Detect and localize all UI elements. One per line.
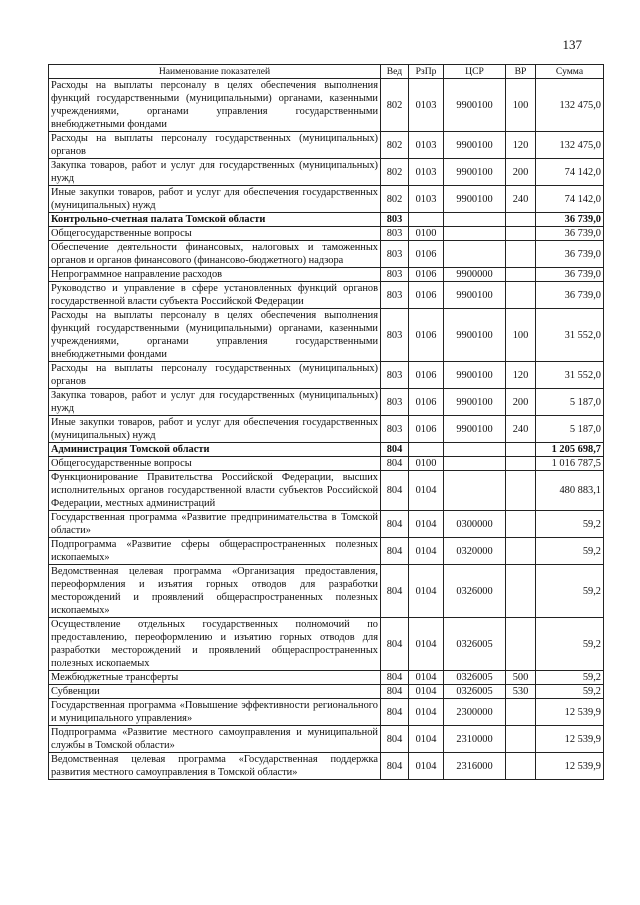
- table-row: [49, 416, 604, 443]
- cell-sum: 36 739,0: [536, 282, 604, 309]
- cell-sum: 74 142,0: [536, 186, 604, 213]
- cell-sum: 12 539,9: [536, 753, 604, 780]
- table-row: [49, 241, 604, 268]
- cell-vr: [506, 753, 536, 780]
- table-body: [49, 79, 604, 780]
- cell-rzpr: 0100: [409, 227, 444, 241]
- cell-sum: 480 883,1: [536, 471, 604, 511]
- cell-sum: 59,2: [536, 511, 604, 538]
- table-row: [49, 457, 604, 471]
- cell-rzpr: 0106: [409, 241, 444, 268]
- cell-csr: 0320000: [444, 538, 506, 565]
- cell-ved: 804: [381, 753, 409, 780]
- table-row: [49, 538, 604, 565]
- cell-vr: [506, 618, 536, 671]
- cell-vr: [506, 538, 536, 565]
- cell-ved: 804: [381, 685, 409, 699]
- cell-csr: 0326005: [444, 671, 506, 685]
- cell-vr: [506, 565, 536, 618]
- cell-csr: 9900100: [444, 79, 506, 132]
- table-row: [49, 443, 604, 457]
- cell-rzpr: 0103: [409, 79, 444, 132]
- cell-rzpr: 0104: [409, 471, 444, 511]
- cell-csr: 9900100: [444, 132, 506, 159]
- table-row: [49, 282, 604, 309]
- header-csr: ЦСР: [444, 65, 506, 79]
- cell-rzpr: 0106: [409, 282, 444, 309]
- cell-sum: 31 552,0: [536, 362, 604, 389]
- cell-rzpr: 0103: [409, 132, 444, 159]
- cell-vr: 200: [506, 159, 536, 186]
- cell-rzpr: [409, 443, 444, 457]
- table-row: [49, 685, 604, 699]
- cell-name: Расходы на выплаты персоналу в целях обеспечения выполнения функций государственными (муниципальными) органами, казенными учреждениями, органами управления государственными внебюджетными фондами: [49, 79, 381, 132]
- cell-name: Подпрограмма «Развитие сферы общераспространенных полезных ископаемых»: [49, 538, 381, 565]
- cell-csr: 0326005: [444, 618, 506, 671]
- cell-rzpr: [409, 213, 444, 227]
- table-row: [49, 565, 604, 618]
- table-row: [49, 268, 604, 282]
- cell-ved: 804: [381, 565, 409, 618]
- cell-rzpr: 0104: [409, 565, 444, 618]
- cell-name: Государственная программа «Повышение эффективности регионального и муниципального управления»: [49, 699, 381, 726]
- cell-sum: 36 739,0: [536, 241, 604, 268]
- cell-vr: [506, 282, 536, 309]
- table-row: [49, 132, 604, 159]
- cell-name: Функционирование Правительства Российской Федерации, высших исполнительных органов государственной власти субъектов Российской Федерации, местных администраций: [49, 471, 381, 511]
- cell-ved: 803: [381, 389, 409, 416]
- table-row: [49, 213, 604, 227]
- cell-name: Расходы на выплаты персоналу в целях обеспечения выполнения функций государственными (муниципальными) органами, казенными учреждениями, органами управления государственными внебюджетными фондами: [49, 309, 381, 362]
- cell-sum: 59,2: [536, 671, 604, 685]
- cell-ved: 802: [381, 79, 409, 132]
- table-row: [49, 309, 604, 362]
- cell-csr: 0326000: [444, 565, 506, 618]
- table-row: [49, 511, 604, 538]
- cell-rzpr: 0104: [409, 699, 444, 726]
- cell-name: Расходы на выплаты персоналу государственных (муниципальных) органов: [49, 132, 381, 159]
- cell-sum: 59,2: [536, 565, 604, 618]
- cell-csr: 9900100: [444, 159, 506, 186]
- cell-name: Руководство и управление в сфере установленных функций органов государственной власти субъекта Российской Федерации: [49, 282, 381, 309]
- cell-rzpr: 0106: [409, 268, 444, 282]
- cell-csr: 9900100: [444, 309, 506, 362]
- cell-csr: 9900100: [444, 416, 506, 443]
- cell-rzpr: 0106: [409, 416, 444, 443]
- cell-vr: 500: [506, 671, 536, 685]
- cell-vr: [506, 699, 536, 726]
- header-name: Наименование показателей: [49, 65, 381, 79]
- cell-ved: 802: [381, 159, 409, 186]
- cell-csr: [444, 213, 506, 227]
- header-ved: Вед: [381, 65, 409, 79]
- cell-rzpr: 0103: [409, 159, 444, 186]
- cell-sum: 12 539,9: [536, 726, 604, 753]
- cell-ved: 802: [381, 132, 409, 159]
- cell-rzpr: 0104: [409, 511, 444, 538]
- cell-ved: 804: [381, 699, 409, 726]
- cell-vr: [506, 511, 536, 538]
- cell-name: Государственная программа «Развитие предпринимательства в Томской области»: [49, 511, 381, 538]
- cell-csr: 9900100: [444, 282, 506, 309]
- cell-sum: 12 539,9: [536, 699, 604, 726]
- cell-vr: 120: [506, 362, 536, 389]
- cell-name: Осуществление отдельных государственных полномочий по предоставлению, переоформлению и изъятию горных отводов для разработки месторождений и проявлений общераспространенных полезных ископаемых: [49, 618, 381, 671]
- cell-vr: 100: [506, 79, 536, 132]
- cell-name: Непрограммное направление расходов: [49, 268, 381, 282]
- cell-sum: 5 187,0: [536, 416, 604, 443]
- cell-sum: 132 475,0: [536, 132, 604, 159]
- cell-vr: 120: [506, 132, 536, 159]
- cell-vr: [506, 443, 536, 457]
- cell-name: Подпрограмма «Развитие местного самоуправления и муниципальной службы в Томской области»: [49, 726, 381, 753]
- cell-sum: 74 142,0: [536, 159, 604, 186]
- cell-vr: 100: [506, 309, 536, 362]
- cell-rzpr: 0106: [409, 389, 444, 416]
- cell-vr: 240: [506, 416, 536, 443]
- cell-name: Ведомственная целевая программа «Организация предоставления, переоформления и изъятия горных отводов для разработки месторождений и проявлений общераспространенных полезных ископаемых»: [49, 565, 381, 618]
- cell-rzpr: 0100: [409, 457, 444, 471]
- cell-sum: 31 552,0: [536, 309, 604, 362]
- table-row: [49, 389, 604, 416]
- cell-rzpr: 0104: [409, 685, 444, 699]
- cell-csr: 2300000: [444, 699, 506, 726]
- cell-rzpr: 0104: [409, 753, 444, 780]
- cell-ved: 803: [381, 362, 409, 389]
- cell-ved: 804: [381, 538, 409, 565]
- table-row: [49, 186, 604, 213]
- cell-csr: 9900100: [444, 389, 506, 416]
- cell-ved: 804: [381, 726, 409, 753]
- cell-ved: 803: [381, 227, 409, 241]
- cell-rzpr: 0106: [409, 309, 444, 362]
- header-vr: ВР: [506, 65, 536, 79]
- cell-ved: 803: [381, 241, 409, 268]
- cell-csr: [444, 471, 506, 511]
- cell-name: Иные закупки товаров, работ и услуг для обеспечения государственных (муниципальных) нужд: [49, 416, 381, 443]
- cell-vr: [506, 241, 536, 268]
- cell-sum: 36 739,0: [536, 213, 604, 227]
- cell-csr: 9900000: [444, 268, 506, 282]
- table-row: [49, 227, 604, 241]
- cell-csr: [444, 241, 506, 268]
- cell-rzpr: 0103: [409, 186, 444, 213]
- table-row: [49, 671, 604, 685]
- cell-name: Администрация Томской области: [49, 443, 381, 457]
- cell-rzpr: 0104: [409, 618, 444, 671]
- cell-vr: [506, 457, 536, 471]
- cell-vr: [506, 227, 536, 241]
- cell-ved: 803: [381, 268, 409, 282]
- cell-ved: 804: [381, 443, 409, 457]
- page-number: 137: [562, 37, 582, 52]
- cell-name: Обеспечение деятельности финансовых, налоговых и таможенных органов и органов финансового (финансово-бюджетного) надзора: [49, 241, 381, 268]
- cell-ved: 804: [381, 618, 409, 671]
- cell-rzpr: 0106: [409, 362, 444, 389]
- cell-vr: [506, 213, 536, 227]
- cell-name: Ведомственная целевая программа «Государственная поддержка развития местного самоуправления в Томской области»: [49, 753, 381, 780]
- cell-csr: 9900100: [444, 362, 506, 389]
- cell-sum: 1 205 698,7: [536, 443, 604, 457]
- cell-rzpr: 0104: [409, 538, 444, 565]
- header-sum: Сумма: [536, 65, 604, 79]
- cell-sum: 59,2: [536, 685, 604, 699]
- table-row: [49, 726, 604, 753]
- cell-name: Субвенции: [49, 685, 381, 699]
- cell-csr: 2310000: [444, 726, 506, 753]
- header-rzpr: РзПр: [409, 65, 444, 79]
- table-row: [49, 159, 604, 186]
- cell-sum: 59,2: [536, 618, 604, 671]
- table-row: [49, 362, 604, 389]
- table-row: [49, 699, 604, 726]
- cell-rzpr: 0104: [409, 671, 444, 685]
- cell-csr: 0326005: [444, 685, 506, 699]
- cell-csr: 0300000: [444, 511, 506, 538]
- cell-ved: 804: [381, 671, 409, 685]
- cell-name: Общегосударственные вопросы: [49, 457, 381, 471]
- cell-csr: [444, 227, 506, 241]
- cell-vr: [506, 726, 536, 753]
- cell-ved: 802: [381, 186, 409, 213]
- cell-ved: 803: [381, 416, 409, 443]
- cell-sum: 5 187,0: [536, 389, 604, 416]
- cell-vr: [506, 471, 536, 511]
- cell-sum: 1 016 787,5: [536, 457, 604, 471]
- cell-vr: 240: [506, 186, 536, 213]
- cell-rzpr: 0104: [409, 726, 444, 753]
- cell-name: Расходы на выплаты персоналу государственных (муниципальных) органов: [49, 362, 381, 389]
- cell-vr: 200: [506, 389, 536, 416]
- cell-name: Межбюджетные трансферты: [49, 671, 381, 685]
- cell-name: Контрольно-счетная палата Томской области: [49, 213, 381, 227]
- cell-csr: 9900100: [444, 186, 506, 213]
- table-row: [49, 618, 604, 671]
- cell-ved: 804: [381, 511, 409, 538]
- cell-csr: 2316000: [444, 753, 506, 780]
- cell-ved: 803: [381, 309, 409, 362]
- cell-name: Закупка товаров, работ и услуг для государственных (муниципальных) нужд: [49, 159, 381, 186]
- table-row: [49, 79, 604, 132]
- cell-name: Закупка товаров, работ и услуг для государственных (муниципальных) нужд: [49, 389, 381, 416]
- cell-ved: 804: [381, 457, 409, 471]
- table-row: [49, 471, 604, 511]
- cell-sum: 36 739,0: [536, 227, 604, 241]
- cell-name: Иные закупки товаров, работ и услуг для обеспечения государственных (муниципальных) нужд: [49, 186, 381, 213]
- cell-vr: [506, 268, 536, 282]
- cell-csr: [444, 457, 506, 471]
- cell-sum: 132 475,0: [536, 79, 604, 132]
- cell-ved: 803: [381, 282, 409, 309]
- cell-name: Общегосударственные вопросы: [49, 227, 381, 241]
- cell-csr: [444, 443, 506, 457]
- table-row: [49, 753, 604, 780]
- budget-table: [48, 64, 604, 780]
- cell-ved: 803: [381, 213, 409, 227]
- cell-vr: 530: [506, 685, 536, 699]
- table-header: [49, 65, 604, 79]
- cell-sum: 36 739,0: [536, 268, 604, 282]
- cell-ved: 804: [381, 471, 409, 511]
- cell-sum: 59,2: [536, 538, 604, 565]
